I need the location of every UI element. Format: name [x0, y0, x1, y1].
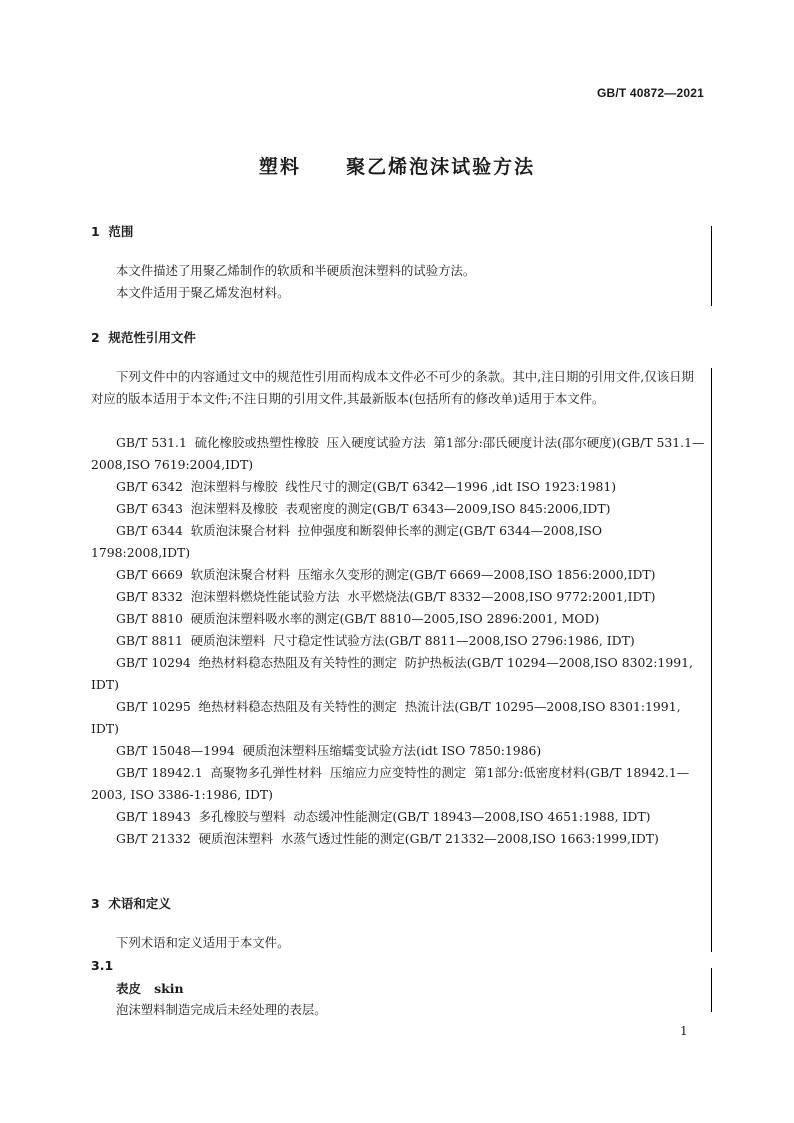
reference-item: GB/T 8811 硬质泡沫塑料 尺寸稳定性试验方法(GB/T 8811—2008,ISO 2796:1986, IDT)	[116, 633, 635, 648]
term-heading	[116, 979, 184, 997]
reference-item: GB/T 6669 软质泡沫聚合材料 压缩永久变形的测定(GB/T 6669—2008,ISO 1856:2000,IDT)	[116, 567, 656, 582]
change-bar	[711, 368, 712, 952]
page-number: 1	[680, 1024, 688, 1038]
reference-item: GB/T 18943 多孔橡胶与塑料 动态缓冲性能测定(GB/T 18943—2008,ISO 4651:1988, IDT)	[116, 809, 651, 824]
term-number: 3.1	[91, 958, 114, 973]
reference-item: GB/T 6342 泡沫塑料与橡胶 线性尺寸的测定(GB/T 6342—1996 ,idt ISO 1923:1981)	[116, 479, 617, 494]
term-english: skin	[154, 981, 184, 996]
document-number: GB/T 40872—2021	[596, 86, 704, 100]
term-chinese: 表皮	[116, 981, 142, 996]
section-2-intro: 下列文件中的内容通过文中的规范性引用而构成本文件必不可少的条款。其中,注日期的引用文件,仅该日期对应的版本适用于本文件;不注日期的引用文件,其最新版本(包括所有的修改单)适用于本文件。	[91, 369, 694, 406]
reference-item: GB/T 8810 硬质泡沫塑料吸水率的测定(GB/T 8810—2005,ISO 2896:2001, MOD)	[116, 611, 600, 626]
section-2-heading: 2 规范性引用文件	[91, 330, 196, 345]
section-1-heading: 1 范围	[91, 224, 134, 239]
reference-item: GB/T 21332 硬质泡沫塑料 水蒸气透过性能的测定(GB/T 21332—2008,ISO 1663:1999,IDT)	[116, 831, 659, 846]
page-title: 塑料 聚乙烯泡沫试验方法	[258, 156, 536, 178]
reference-item: GB/T 10294 绝热材料稳态热阻及有关特性的测定 防护热板法(GB/T 10294—2008,ISO 8302:1991, IDT)	[91, 655, 697, 692]
change-bar	[711, 968, 712, 1012]
section-3-intro: 下列术语和定义适用于本文件。	[116, 935, 290, 950]
reference-item: GB/T 8332 泡沫塑料燃烧性能试验方法 水平燃烧法(GB/T 8332—2008,ISO 9772:2001,IDT)	[116, 589, 656, 604]
reference-item: GB/T 531.1 硫化橡胶或热塑性橡胶 压入硬度试验方法 第1部分:邵氏硬度计法(邵尔硬度)(GB/T 531.1—2008,ISO 7619:2004,IDT)	[91, 435, 705, 472]
reference-item: GB/T 6343 泡沫塑料及橡胶 表观密度的测定(GB/T 6343—2009,ISO 845:2006,IDT)	[116, 501, 611, 516]
reference-item: GB/T 6344 软质泡沫聚合材料 拉伸强度和断裂伸长率的测定(GB/T 6344—2008,ISO 1798:2008,IDT)	[91, 523, 606, 560]
reference-item: GB/T 18942.1 高聚物多孔弹性材料 压缩应力应变特性的测定 第1部分:低密度材料(GB/T 18942.1—2003, ISO 3386-1:1986, IDT)	[91, 765, 690, 802]
section-3-heading: 3 术语和定义	[91, 896, 171, 911]
change-bar	[711, 226, 712, 306]
section-1-paragraph: 本文件适用于聚乙烯发泡材料。	[116, 285, 290, 300]
reference-item: GB/T 10295 绝热材料稳态热阻及有关特性的测定 热流计法(GB/T 10295—2008,ISO 8301:1991, IDT)	[91, 699, 685, 736]
term-definition: 泡沫塑料制造完成后未经处理的表层。	[116, 1002, 327, 1017]
reference-item: GB/T 15048—1994 硬质泡沫塑料压缩蠕变试验方法(idt ISO 7850:1986)	[116, 743, 542, 758]
section-1-paragraph: 本文件描述了用聚乙烯制作的软质和半硬质泡沫塑料的试验方法。	[116, 263, 476, 278]
